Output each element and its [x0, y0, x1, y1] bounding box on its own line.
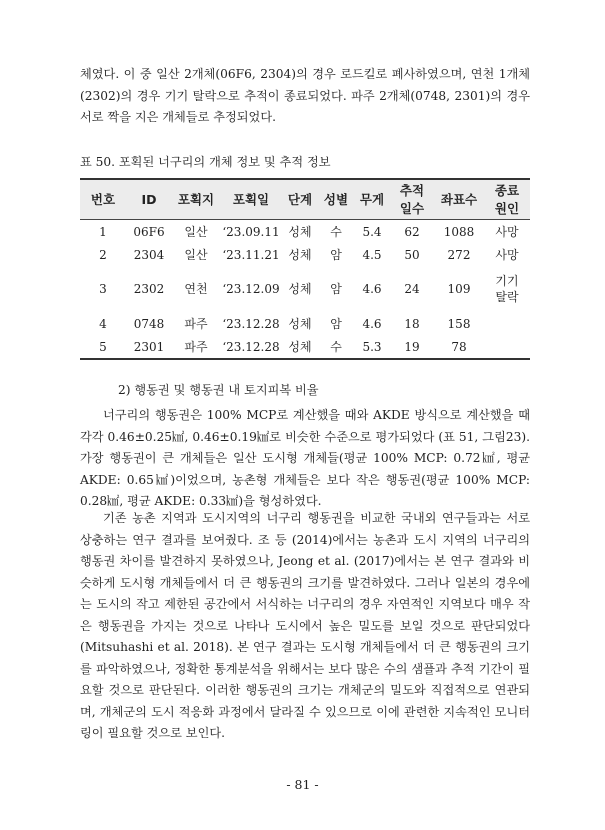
cell-weight: 4.6 [362, 282, 382, 296]
header-sex: 성별 [318, 179, 354, 220]
cell-days: 19 [404, 339, 420, 354]
cell-end [484, 312, 530, 335]
header-site: 포획지 [172, 179, 220, 220]
header-fixes: 좌표수 [434, 179, 484, 220]
cell-stage: 성체 [288, 339, 312, 354]
cell-no: 2 [99, 247, 107, 262]
cell-site: 파주 [184, 316, 208, 331]
cell-sex: 암 [330, 247, 342, 262]
cell-weight: 4.6 [362, 316, 382, 331]
cell-fixes: 1088 [443, 224, 475, 239]
cell-weight: 4.5 [362, 247, 382, 262]
cell-stage: 성체 [288, 316, 312, 331]
header-weight: 무게 [354, 179, 390, 220]
cell-end: 기기 탈락 [495, 274, 519, 304]
cell-id: 2301 [133, 339, 165, 354]
cell-weight: 5.4 [362, 224, 382, 239]
table-row [80, 266, 530, 312]
cell-id: 2304 [133, 247, 165, 262]
cell-date: ‘23.09.11 [222, 224, 280, 239]
header-no: 번호 [80, 179, 126, 220]
cell-sex: 수 [330, 339, 342, 354]
cell-days: 50 [404, 247, 420, 262]
cell-fixes: 109 [447, 282, 471, 296]
cell-fixes: 158 [447, 316, 471, 331]
cell-days: 62 [404, 224, 420, 239]
cell-id: 06F6 [133, 224, 165, 239]
cell-site: 일산 [184, 247, 208, 262]
cell-fixes: 78 [451, 339, 467, 354]
table-caption: 표 50. 포획된 너구리의 개체 정보 및 추적 정보 [80, 155, 331, 169]
table-header-row [80, 179, 530, 220]
cell-id: 2302 [133, 282, 165, 296]
cell-end: 사망 [495, 247, 519, 262]
table-row [80, 335, 530, 359]
header-end-cause: 종료 원인 [484, 179, 530, 220]
cell-date: ‘23.12.28 [222, 339, 280, 354]
cell-stage: 성체 [288, 282, 312, 296]
cell-stage: 성체 [288, 224, 312, 239]
cell-site: 연천 [184, 282, 208, 296]
cell-end: 사망 [495, 224, 519, 239]
section-heading: 2) 행동권 및 행동권 내 토지피복 비율 [118, 383, 319, 397]
table-row [80, 312, 530, 335]
cell-end [484, 335, 530, 359]
cell-date: ‘23.12.09 [222, 282, 280, 296]
header-stage: 단계 [282, 179, 318, 220]
cell-fixes: 272 [447, 247, 471, 262]
header-id: ID [126, 179, 172, 220]
cell-no: 5 [99, 339, 107, 354]
cell-id: 0748 [133, 316, 165, 331]
cell-days: 18 [404, 316, 420, 331]
cell-stage: 성체 [288, 247, 312, 262]
table-row [80, 243, 530, 266]
cell-days: 24 [404, 282, 420, 296]
capture-info-table [80, 178, 530, 360]
cell-no: 1 [99, 224, 107, 239]
table-row [80, 220, 530, 244]
header-tracking-days: 추적 일수 [390, 179, 434, 220]
comparison-paragraph: 기존 농촌 지역과 도시지역의 너구리 행동권을 비교한 국내외 연구들과는 서로 상충하는 연구 결과를 보여줬다. 조 등 (2014)에서는 농촌과 도시 지역의 너구리의 행동권 차이를 발견하지 못하였으나, Jeong et al. (2017)에서는 본 연구 결과와 비슷하게 도시형 개체들에서 더 큰 행동권의 크기를 발견하였다. 그러나 일본의 경우에는 도시의 작고 제한된 공간에서 서식하는 너구리의 경우 자연적인 지역보다 매우 작은 행동권을 가지는 것으로 나타나 도시에서 높은 밀도를 보일 것으로 판단되었다(Mitsuhashi et al. 2018). 본 연구 결과는 도시형 개체들에서 더 큰 행동권의 크기를 파악하였으나, 정확한 통계분석을 위해서는 보다 많은 수의 샘플과 추적 기간이 필요할 것으로 판단된다. 이러한 행동권의 크기는 개체군의 밀도와 직접적으로 연관되며, 개체군의 도시 적응화 과정에서 달라질 수 있으므로 이에 관련한 지속적인 모니터링이 필요할 것으로 보인다. [80, 511, 530, 740]
cell-sex: 암 [330, 282, 342, 296]
cell-site: 파주 [184, 339, 208, 354]
home-range-paragraph: 너구리의 행동권은 100% MCP로 계산했을 때와 AKDE 방식으로 계산했을 때 각각 0.46±0.25㎢, 0.46±0.19㎢로 비슷한 수준으로 평가되었다 (표 51, 그림23). 가장 행동권이 큰 개체들은 일산 도시형 개체들(평균 100% MCP: 0.72㎢, 평균 AKDE: 0.65㎢)이었으며, 농촌형 개체들은 보다 작은 행동권(평균 100% MCP: 0.28㎢, 평균 AKDE: 0.33㎢)을 형성하였다. [80, 408, 530, 508]
cell-site: 일산 [184, 224, 208, 239]
cell-sex: 암 [330, 316, 342, 331]
cell-date: ‘23.11.21 [222, 247, 280, 262]
page-number: - 81 - [286, 777, 319, 792]
cell-no: 3 [99, 282, 107, 296]
cell-sex: 수 [330, 224, 342, 239]
header-date: 포획일 [220, 179, 282, 220]
cell-date: ‘23.12.28 [222, 316, 280, 331]
cell-no: 4 [99, 316, 107, 331]
cell-weight: 5.3 [362, 339, 382, 354]
intro-paragraph: 체였다. 이 중 일산 2개체(06F6, 2304)의 경우 로드킬로 폐사하였으며, 연천 1개체(2302)의 경우 기기 탈락으로 추적이 종료되었다. 파주 2개체(0748, 2301)의 경우 서로 짝을 지은 개체들로 추정되었다. [80, 67, 530, 124]
